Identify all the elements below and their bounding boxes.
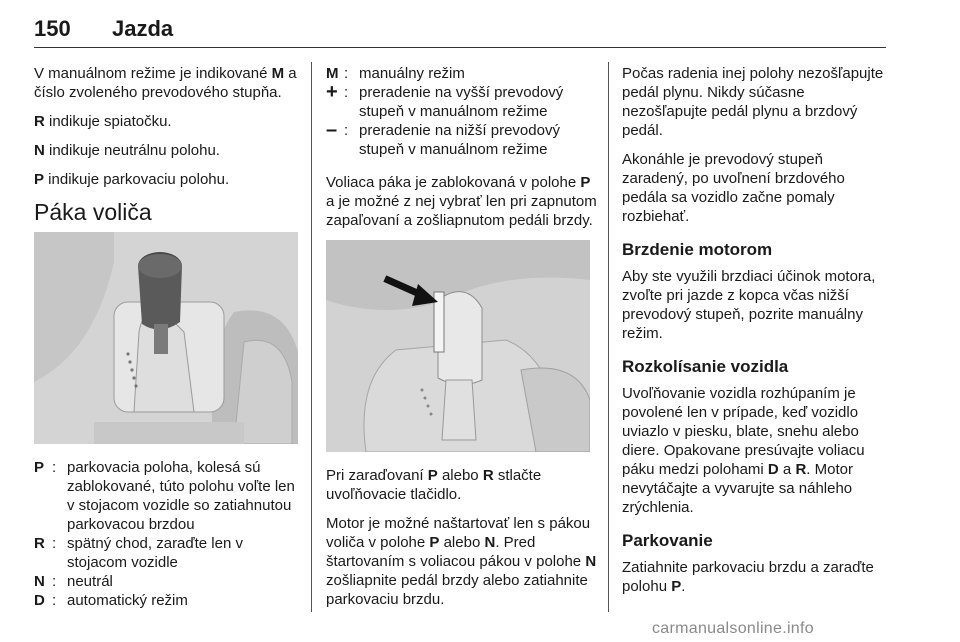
chapter-title: Jazda xyxy=(112,16,174,41)
parking-heading: Parkovanie xyxy=(622,531,713,550)
gear-lever-image xyxy=(34,232,298,444)
engine-braking-heading: Brzdenie motorom xyxy=(622,240,773,259)
position-d: D : automatický režim xyxy=(34,592,188,609)
start-paragraph: Motor je možné naštartovať len s pákou voliča v polohe P alebo N. Pred štartovaním s voliacou pákou v polohe N zošliapnite pedál brzdy alebo zatiahnite parkovaciu brzdu. xyxy=(326,515,597,608)
mode-m: M : manuálny režim xyxy=(326,65,465,82)
manual-mode-intro: V manuálnom režime je indikované M a číslo zvoleného prevodového stupňa. xyxy=(34,65,297,101)
lock-paragraph: Voliaca páka je zablokovaná v polohe P a je možné z nej vybrať len pri zapnutom zapaľovaní a zošliapnutom pedáli brzdy. xyxy=(326,174,597,229)
rocking-heading: Rozkolísanie vozidla xyxy=(622,357,789,376)
column-1 xyxy=(34,64,298,610)
selector-positions-list xyxy=(34,458,298,610)
column-divider xyxy=(311,62,312,612)
position-p: P : parkovacia poloha, kolesá sú zablokované, túto polohu voľte len v stojacom vozidle so zatiahnutou parkovacou brzdou xyxy=(34,459,295,533)
header-divider xyxy=(34,47,886,48)
page-header xyxy=(34,16,886,48)
release-button-image xyxy=(326,240,590,452)
column-3 xyxy=(622,64,890,606)
mode-plus: + : preradenie na vyšší prevodový stupeň v manuálnom režime xyxy=(326,81,564,120)
indicator-n: N indikuje neutrálnu polohu. xyxy=(34,142,220,159)
position-n: N : neutrál xyxy=(34,573,113,590)
minus-icon: – xyxy=(326,119,338,141)
release-button-illustration xyxy=(326,240,590,452)
rocking-paragraph: Uvoľňovanie vozidla rozhúpaním je povolené len v prípade, keď vozidlo uviazlo v piesku, blate, snehu alebo diere. Opakovane presúvajte voliacu páku medzi polohami D a R. Motor nevytáčajte a vyvarujte sa náhleho zrýchlenia. xyxy=(622,385,865,516)
gear-selector-illustration xyxy=(34,232,298,444)
page-number: 150 xyxy=(34,16,71,41)
shift-paragraph: Pri zaraďovaní P alebo R stlačte uvoľňovacie tlačidlo. xyxy=(326,467,542,503)
indicator-p: P indikuje parkovaciu polohu. xyxy=(34,171,230,188)
indicator-r: R indikuje spiatočku. xyxy=(34,113,172,130)
position-r: R : spätný chod, zaraďte len v stojacom vozidle xyxy=(34,535,243,571)
creep-paragraph: Akonáhle je prevodový stupeň zaradený, po uvoľnení brzdového pedála sa vozidlo začne pomaly rozbiehať. xyxy=(622,151,845,225)
manual-mode-list xyxy=(326,64,598,159)
column-divider xyxy=(608,62,609,612)
parking-paragraph: Zatiahnite parkovaciu brzdu a zaraďte polohu P. xyxy=(622,559,874,595)
watermark: carmanualsonline.info xyxy=(652,620,814,637)
plus-icon: + xyxy=(326,81,338,103)
section-heading: Páka voliča xyxy=(34,199,152,225)
mode-minus: – : preradenie na nižší prevodový stupeň v manuálnom režime xyxy=(326,119,560,158)
throttle-paragraph: Počas radenia inej polohy nezošľapujte pedál plynu. Nikdy súčasne nezošľapujte pedál plynu a brzdový pedál. xyxy=(622,65,884,139)
engine-braking-paragraph: Aby ste využili brzdiaci účinok motora, zvoľte pri jazde z kopca včas nižší prevodový stupeň, pozrite manuálny režim. xyxy=(622,268,876,342)
column-2 xyxy=(326,64,598,619)
